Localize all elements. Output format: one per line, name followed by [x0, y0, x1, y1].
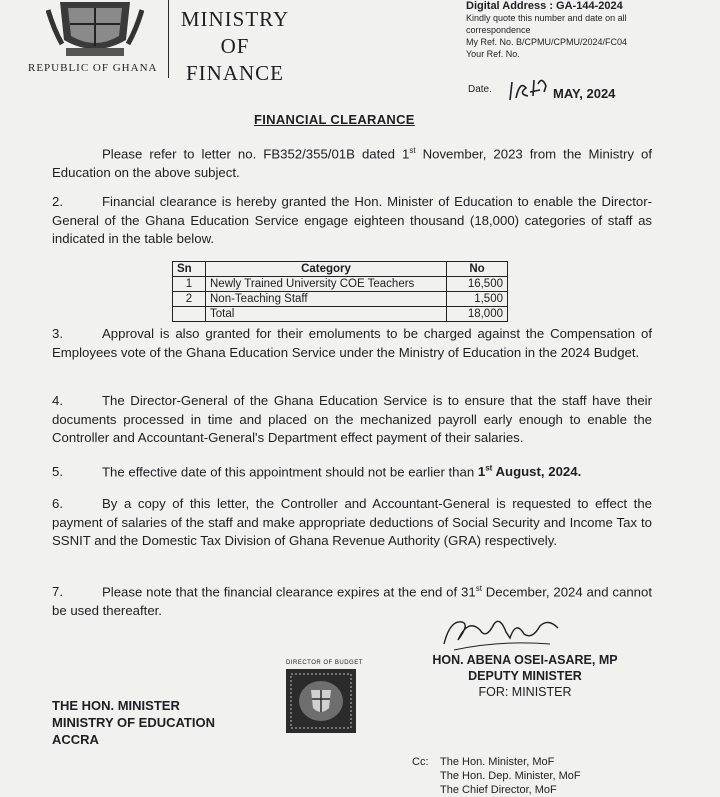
cc-recipient: The Hon. Minister, MoF — [440, 756, 555, 768]
table-row — [173, 307, 508, 322]
paragraph-text: Financial clearance is hereby granted the Hon. Minister of Education to enable the Director-General of the Ghana Education Service engage eighteen thousand (18,000) categories of staff as indicated in the table below. — [52, 194, 652, 246]
staff-category-table — [172, 261, 508, 322]
cell-category: Non-Teaching Staff — [206, 292, 447, 307]
signatory-for: FOR: MINISTER — [478, 685, 572, 699]
handwritten-day — [506, 74, 550, 104]
effective-date-day: 1 — [477, 464, 486, 480]
republic-label: REPUBLIC OF GHANA — [28, 62, 158, 74]
effective-date — [478, 464, 581, 479]
cc-recipient: The Hon. Dep. Minister, MoF — [440, 770, 581, 782]
signatory-title: DEPUTY MINISTER — [468, 669, 582, 683]
paragraph-1 — [52, 142, 652, 182]
addressee-line: MINISTRY OF EDUCATION — [52, 715, 215, 730]
header-category: Category — [206, 262, 447, 277]
signature-icon — [440, 610, 564, 654]
paragraph-3 — [52, 325, 652, 362]
effective-date-rest: August, 2024. — [492, 464, 582, 480]
coat-of-arms-icon — [46, 0, 144, 60]
header-sn: Sn — [173, 262, 206, 277]
header-no: No — [447, 262, 508, 277]
ministry-line: MINISTRY — [180, 7, 290, 31]
ministry-name — [176, 6, 294, 87]
date-month-year: MAY, 2024 — [553, 86, 616, 101]
cell-category: Total — [206, 307, 447, 322]
cell-sn: 2 — [173, 292, 206, 307]
table-row — [173, 292, 508, 307]
cell-sn: 1 — [173, 277, 206, 292]
cc-label: Cc: — [412, 756, 429, 768]
paragraph-2 — [52, 193, 652, 249]
table-header-row — [173, 262, 508, 277]
reference-block — [466, 0, 711, 60]
ministry-line: FINANCE — [185, 61, 284, 85]
ministry-line: OF — [220, 34, 250, 58]
signatory-name: HON. ABENA OSEI-ASARE, MP — [432, 653, 618, 667]
paragraph-text: By a copy of this letter, the Controller and Accountant-General is requested to effect the payment of salaries of the staff and make appropriate deductions of Social Security and Income Tax to SSNIT and the Domestic Tax Division of Ghana Revenue Authority (GRA) respectively. — [52, 496, 652, 548]
paragraph-number: 3. — [52, 326, 63, 341]
your-ref: Your Ref. No. — [466, 49, 520, 59]
digital-address: Digital Address : GA-144-2024 — [466, 0, 623, 12]
addressee-block — [52, 697, 215, 748]
my-ref: My Ref. No. B/CPMU/CPMU/2024/FC04 — [466, 37, 628, 47]
quote-line: correspondence — [466, 25, 531, 35]
superscript: st — [485, 464, 493, 473]
paragraph-6 — [52, 495, 652, 551]
cell-no: 1,500 — [447, 292, 508, 307]
date-label: Date. — [468, 84, 492, 95]
paragraph-text: December, 2024 and cannot be used thereafter. — [52, 584, 652, 618]
paragraph-text: Please note that the financial clearance expires at the end of 31 — [102, 584, 476, 600]
table-row — [173, 277, 508, 292]
paragraph-text: Approval is also granted for their emoluments to be charged against the Compensation of Employees vote of the Ghana Education Service under the Ministry of Education in the 2024 Budget. — [52, 326, 652, 360]
paragraph-text: The effective date of this appointment should not be earlier than — [102, 464, 478, 480]
cc-list — [440, 755, 640, 797]
paragraph-text: The Director-General of the Ghana Education Service is to ensure that the staff have their documents processed in time and placed on the mechanized payroll early enough to enable the Controller and Accountant-General's Department effect payment of their salaries. — [52, 393, 652, 445]
letter-title: FINANCIAL CLEARANCE — [254, 112, 415, 127]
paragraph-number: 5. — [52, 464, 63, 480]
cell-sn — [173, 307, 206, 322]
cell-no: 18,000 — [447, 307, 508, 322]
paragraph-number: 7. — [52, 584, 63, 600]
letterhead-divider — [168, 0, 169, 78]
superscript: st — [409, 146, 416, 155]
addressee-line: ACCRA — [52, 732, 99, 747]
superscript: st — [475, 584, 482, 593]
signatory-block — [405, 652, 645, 700]
paragraph-4 — [52, 392, 652, 448]
addressee-line: THE HON. MINISTER — [52, 698, 180, 713]
paragraph-number: 4. — [52, 393, 63, 408]
cell-category: Newly Trained University COE Teachers — [206, 277, 447, 292]
paragraph-text: Please refer to letter no. FB352/355/01B dated 1 — [102, 146, 410, 162]
cell-no: 16,500 — [447, 277, 508, 292]
paragraph-number: 2. — [52, 194, 63, 209]
official-stamp-icon — [285, 668, 357, 734]
quote-line: Kindly quote this number and date on all — [466, 13, 627, 23]
cc-recipient: The Chief Director, MoF — [440, 784, 557, 796]
paragraph-number: 6. — [52, 496, 63, 511]
stamp-label: DIRECTOR OF BUDGET — [286, 660, 363, 666]
paragraph-text: November, 2023 from the Ministry of Education on the above subject. — [52, 146, 653, 180]
paragraph-5 — [52, 460, 652, 482]
